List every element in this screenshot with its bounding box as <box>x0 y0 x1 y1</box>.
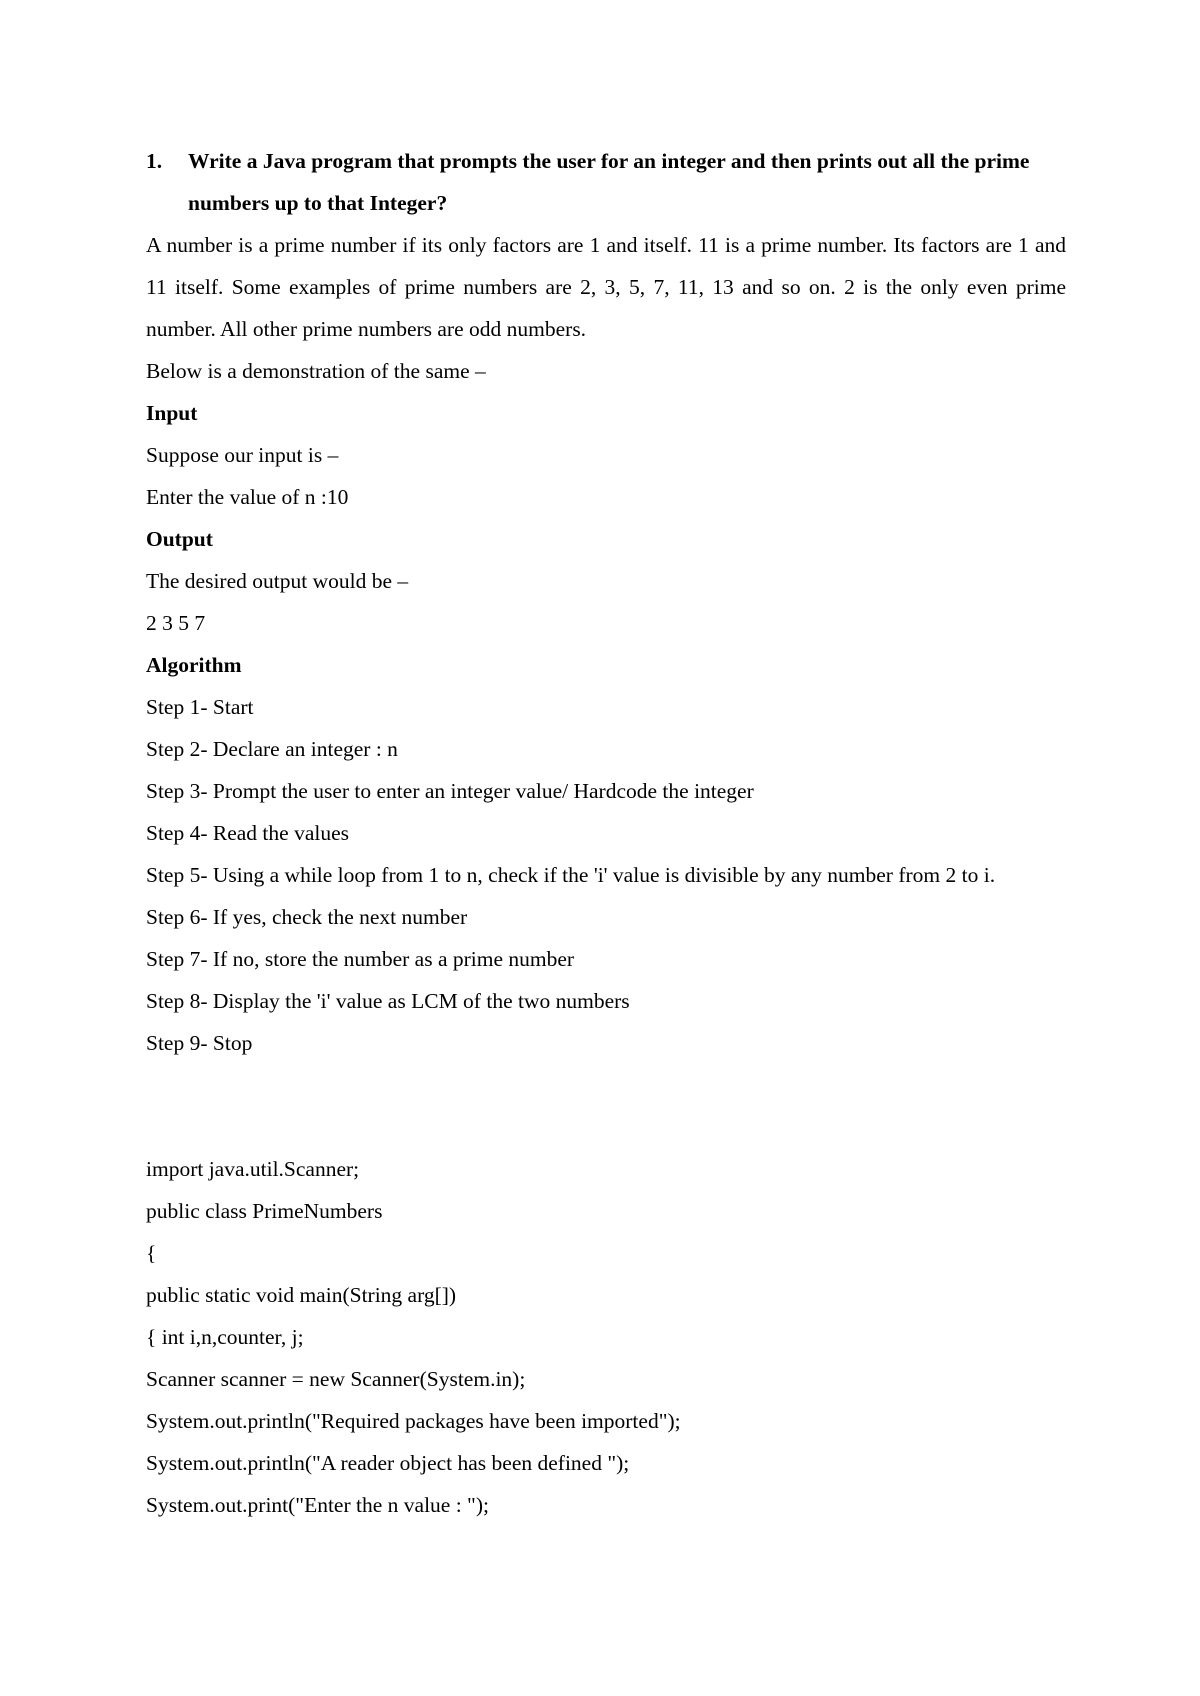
algorithm-heading: Algorithm <box>146 653 242 677</box>
algorithm-step: Step 7- If no, store the number as a prime number <box>146 947 575 971</box>
output-heading: Output <box>146 527 213 551</box>
code-line: { <box>146 1241 157 1265</box>
output-line: 2 3 5 7 <box>146 611 206 635</box>
input-line: Suppose our input is – <box>146 443 339 467</box>
algorithm-step: Step 5- Using a while loop from 1 to n, check if the 'i' value is divisible by any number from 2 to i. <box>146 863 996 887</box>
code-line: import java.util.Scanner; <box>146 1157 360 1181</box>
algorithm-step: Step 8- Display the 'i' value as LCM of the two numbers <box>146 989 630 1013</box>
input-heading: Input <box>146 401 198 425</box>
output-line: The desired output would be – <box>146 569 409 593</box>
section-gap <box>146 1064 1066 1148</box>
code-line: System.out.println("A reader object has been defined "); <box>146 1451 630 1475</box>
algorithm-step: Step 1- Start <box>146 695 254 719</box>
algorithm-step: Step 9- Stop <box>146 1031 253 1055</box>
document-content <box>146 140 1066 1526</box>
code-line: System.out.print("Enter the n value : "); <box>146 1493 489 1517</box>
algorithm-step: Step 3- Prompt the user to enter an integer value/ Hardcode the integer <box>146 779 754 803</box>
code-line: System.out.println("Required packages have been imported"); <box>146 1409 681 1433</box>
code-line: { int i,n,counter, j; <box>146 1325 304 1349</box>
input-line: Enter the value of n :10 <box>146 485 349 509</box>
code-line: public class PrimeNumbers <box>146 1199 383 1223</box>
code-line: Scanner scanner = new Scanner(System.in); <box>146 1367 526 1391</box>
algorithm-step: Step 2- Declare an integer : n <box>146 737 398 761</box>
algorithm-step: Step 6- If yes, check the next number <box>146 905 468 929</box>
question-number: 1. <box>146 149 163 173</box>
question-heading <box>146 140 1066 224</box>
code-line: public static void main(String arg[]) <box>146 1283 457 1307</box>
intro-paragraph: A number is a prime number if its only factors are 1 and itself. 11 is a prime number. Its factors are 1 and 11 itself. Some examples of prime numbers are 2, 3, 5, 7, 11, 13 and so on. 2 is the only even prime number. All other prime numbers are odd numbers. <box>146 233 1066 341</box>
demo-line: Below is a demonstration of the same – <box>146 359 486 383</box>
algorithm-step: Step 4- Read the values <box>146 821 350 845</box>
question-text: Write a Java program that prompts the user for an integer and then prints out all the prime numbers up to that Integer? <box>188 149 1030 215</box>
